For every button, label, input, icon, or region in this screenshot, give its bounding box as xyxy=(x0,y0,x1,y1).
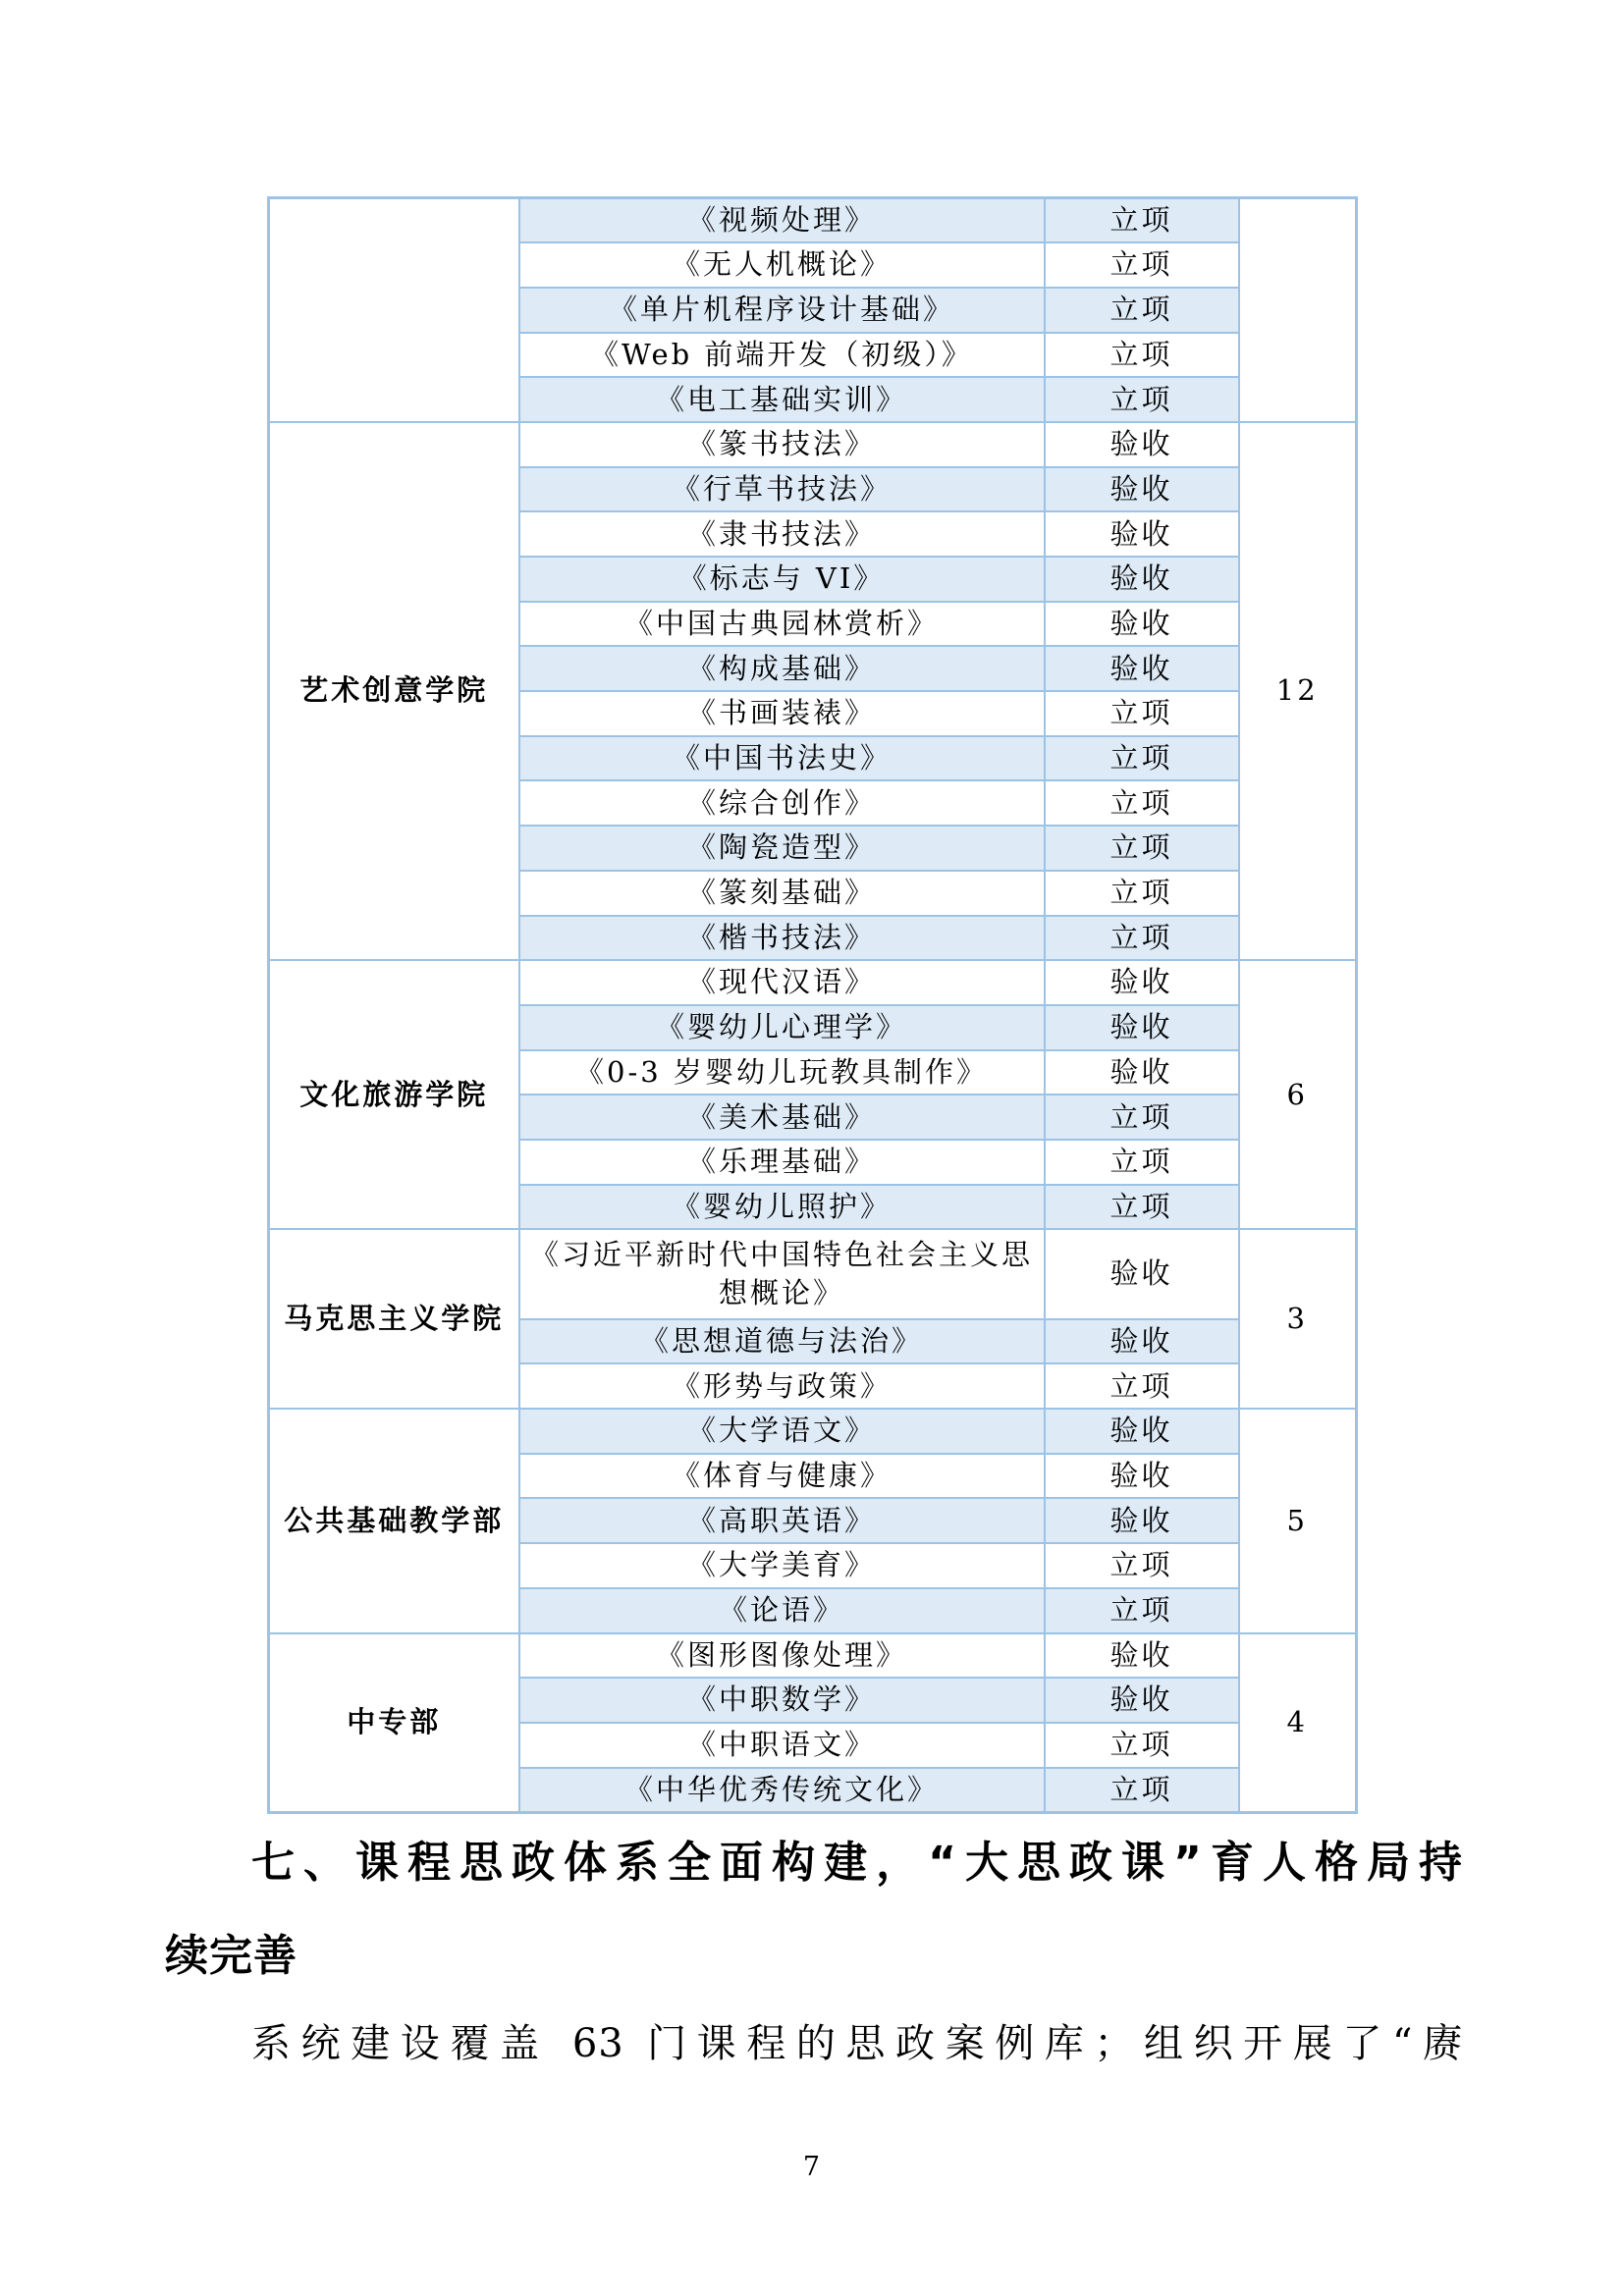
course-cell: 《篆书技法》 xyxy=(519,422,1045,467)
table-row xyxy=(269,1409,1357,1454)
course-cell: 《书画装裱》 xyxy=(519,691,1045,736)
college-cell: 马克思主义学院 xyxy=(269,1229,519,1409)
status-cell: 验收 xyxy=(1045,1409,1239,1454)
status-cell: 立项 xyxy=(1045,1095,1239,1140)
course-cell: 《楷书技法》 xyxy=(519,916,1045,961)
table-row xyxy=(269,422,1357,467)
course-cell: 《陶瓷造型》 xyxy=(519,826,1045,871)
status-cell: 立项 xyxy=(1045,242,1239,288)
course-cell: 《图形图像处理》 xyxy=(519,1633,1045,1679)
course-cell: 《体育与健康》 xyxy=(519,1454,1045,1499)
course-cell: 《中国书法史》 xyxy=(519,736,1045,781)
status-cell: 验收 xyxy=(1045,1005,1239,1050)
course-cell: 《中职语文》 xyxy=(519,1723,1045,1768)
course-cell: 《电工基础实训》 xyxy=(519,377,1045,422)
course-cell: 《视频处理》 xyxy=(519,198,1045,243)
college-cell: 文化旅游学院 xyxy=(269,960,519,1229)
status-cell: 立项 xyxy=(1045,916,1239,961)
status-cell: 立项 xyxy=(1045,1185,1239,1230)
count-cell: 6 xyxy=(1239,960,1357,1229)
status-cell: 立项 xyxy=(1045,1140,1239,1185)
course-cell: 《篆刻基础》 xyxy=(519,871,1045,916)
course-status-table xyxy=(267,196,1358,1814)
status-cell: 立项 xyxy=(1045,1543,1239,1588)
status-cell: 验收 xyxy=(1045,511,1239,557)
section-heading xyxy=(165,1816,1463,2002)
count-cell: 5 xyxy=(1239,1409,1357,1632)
course-cell: 《论语》 xyxy=(519,1588,1045,1633)
course-cell: 《美术基础》 xyxy=(519,1095,1045,1140)
table-row xyxy=(269,198,1357,243)
course-cell: 《标志与 VI》 xyxy=(519,557,1045,602)
section-heading-line-1: 七、课程思政体系全面构建，“大思政课”育人格局持 xyxy=(251,1838,1463,1888)
status-cell: 验收 xyxy=(1045,557,1239,602)
status-cell: 立项 xyxy=(1045,1363,1239,1409)
college-cell: 艺术创意学院 xyxy=(269,422,519,960)
course-cell: 《中国古典园林赏析》 xyxy=(519,602,1045,647)
status-cell: 验收 xyxy=(1045,646,1239,691)
status-cell: 立项 xyxy=(1045,826,1239,871)
status-cell: 立项 xyxy=(1045,736,1239,781)
status-cell: 验收 xyxy=(1045,1633,1239,1679)
status-cell: 立项 xyxy=(1045,1588,1239,1633)
status-cell: 立项 xyxy=(1045,1768,1239,1813)
course-cell: 《行草书技法》 xyxy=(519,467,1045,512)
status-cell: 验收 xyxy=(1045,1454,1239,1499)
course-cell: 《中职数学》 xyxy=(519,1678,1045,1723)
table-row xyxy=(269,960,1357,1005)
course-cell: 《大学美育》 xyxy=(519,1543,1045,1588)
status-cell: 立项 xyxy=(1045,691,1239,736)
course-cell: 《婴幼儿心理学》 xyxy=(519,1005,1045,1050)
count-cell xyxy=(1239,198,1357,422)
course-cell: 《乐理基础》 xyxy=(519,1140,1045,1185)
status-cell: 立项 xyxy=(1045,288,1239,333)
status-cell: 验收 xyxy=(1045,1498,1239,1543)
body-paragraph: 系统建设覆盖 63 门课程的思政案例库；组织开展了“赓 xyxy=(251,2021,1463,2066)
count-cell: 4 xyxy=(1239,1633,1357,1813)
course-cell: 《婴幼儿照护》 xyxy=(519,1185,1045,1230)
course-cell: 《中华优秀传统文化》 xyxy=(519,1768,1045,1813)
course-cell: 《形势与政策》 xyxy=(519,1363,1045,1409)
course-cell: 《隶书技法》 xyxy=(519,511,1045,557)
status-cell: 验收 xyxy=(1045,1678,1239,1723)
course-cell: 《构成基础》 xyxy=(519,646,1045,691)
status-cell: 验收 xyxy=(1045,1050,1239,1095)
course-cell: 《习近平新时代中国特色社会主义思想概论》 xyxy=(519,1229,1045,1318)
status-cell: 立项 xyxy=(1045,871,1239,916)
course-cell: 《思想道德与法治》 xyxy=(519,1319,1045,1364)
course-cell: 《Web 前端开发（初级）》 xyxy=(519,333,1045,378)
status-cell: 验收 xyxy=(1045,960,1239,1005)
status-cell: 立项 xyxy=(1045,198,1239,243)
college-cell: 中专部 xyxy=(269,1633,519,1813)
college-cell: 公共基础教学部 xyxy=(269,1409,519,1632)
status-cell: 验收 xyxy=(1045,422,1239,467)
course-cell: 《高职英语》 xyxy=(519,1498,1045,1543)
status-cell: 立项 xyxy=(1045,780,1239,826)
page-number: 7 xyxy=(802,2152,821,2182)
status-cell: 验收 xyxy=(1045,467,1239,512)
course-cell: 《综合创作》 xyxy=(519,780,1045,826)
course-cell: 《现代汉语》 xyxy=(519,960,1045,1005)
course-cell: 《0-3 岁婴幼儿玩教具制作》 xyxy=(519,1050,1045,1095)
count-cell: 12 xyxy=(1239,422,1357,960)
status-cell: 验收 xyxy=(1045,602,1239,647)
status-cell: 验收 xyxy=(1045,1229,1239,1318)
status-cell: 立项 xyxy=(1045,377,1239,422)
course-table-body xyxy=(269,198,1357,1813)
status-cell: 验收 xyxy=(1045,1319,1239,1364)
table-row xyxy=(269,1229,1357,1318)
college-cell xyxy=(269,198,519,422)
status-cell: 立项 xyxy=(1045,1723,1239,1768)
table-row xyxy=(269,1633,1357,1679)
course-cell: 《单片机程序设计基础》 xyxy=(519,288,1045,333)
count-cell: 3 xyxy=(1239,1229,1357,1409)
course-cell: 《大学语文》 xyxy=(519,1409,1045,1454)
course-cell: 《无人机概论》 xyxy=(519,242,1045,288)
status-cell: 立项 xyxy=(1045,333,1239,378)
section-heading-line-2: 续完善 xyxy=(165,1931,298,1981)
